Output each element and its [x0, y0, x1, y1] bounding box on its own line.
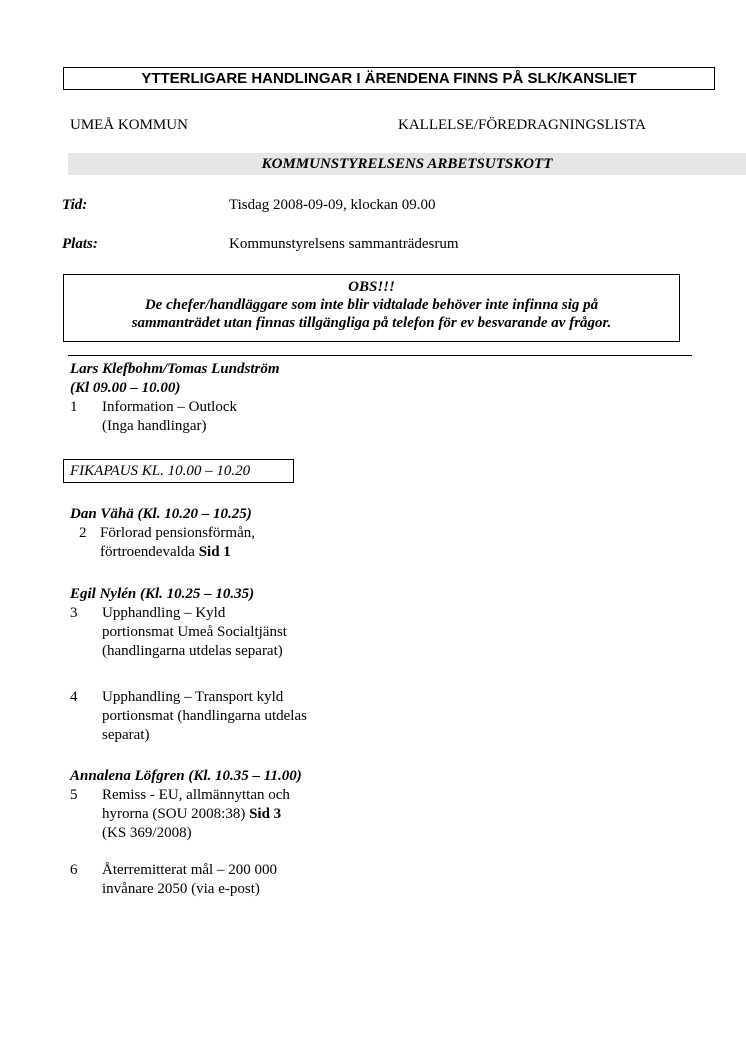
notice-line-1: De chefer/handläggare som inte blir vidtalade behöver inte infinna sig på — [144, 297, 599, 313]
page-reference: Sid 3 — [249, 806, 282, 822]
item-note: (Inga handlingar) — [102, 418, 207, 434]
presenter-time: (Kl 09.00 – 10.00) — [70, 380, 181, 396]
agenda-section-1 — [70, 360, 370, 436]
item-title: Information – Outlock — [102, 399, 237, 415]
item-title: Återremitterat mål – 200 000 — [102, 862, 277, 878]
item-title-cont: portionsmat (handlingarna utdelas — [102, 708, 307, 724]
item-number: 1 — [70, 399, 78, 415]
page-reference: Sid 1 — [198, 544, 231, 560]
divider — [68, 355, 692, 356]
committee-title: KOMMUNSTYRELSENS ARBETSUTSKOTT — [68, 153, 746, 175]
item-number: 4 — [70, 689, 78, 705]
time-label: Tid: — [62, 197, 88, 213]
item-number: 6 — [70, 862, 78, 878]
agenda-item-5 — [70, 786, 370, 843]
item-title: Förlorad pensionsförmån, — [100, 525, 255, 541]
agenda-item-1 — [70, 398, 370, 436]
item-number: 5 — [70, 787, 78, 803]
presenter-name: Egil Nylén (Kl. 10.25 – 10.35) — [70, 586, 255, 602]
notice-line-2: sammanträdet utan finnas tillgängliga på telefon för ev besvarande av frågor. — [131, 315, 612, 331]
agenda-section-4 — [70, 767, 370, 899]
coffee-break-box: FIKAPAUS KL. 10.00 – 10.20 — [63, 459, 294, 483]
notice-box — [63, 274, 680, 342]
place-value: Kommunstyrelsens sammanträdesrum — [229, 236, 459, 252]
notice-title: OBS!!! — [348, 279, 395, 295]
item-title-cont: förtroendevalda Sid 1 — [100, 544, 231, 560]
agenda-item-6 — [70, 861, 370, 899]
item-number: 2 — [79, 525, 87, 541]
presenter-name: Dan Vähä (Kl. 10.20 – 10.25) — [70, 506, 252, 522]
item-note: separat) — [102, 727, 150, 743]
agenda-item-2 — [70, 524, 370, 562]
item-title-cont: hyrorna (SOU 2008:38) Sid 3 — [102, 806, 282, 822]
time-value: Tisdag 2008-09-09, klockan 09.00 — [229, 197, 436, 213]
item-title-cont: portionsmat Umeå Socialtjänst — [102, 624, 287, 640]
item-title: Remiss - EU, allmännyttan och — [102, 787, 290, 803]
item-number: 3 — [70, 605, 78, 621]
item-title: Upphandling – Kyld — [102, 605, 226, 621]
item-note: (handlingarna utdelas separat) — [102, 643, 283, 659]
agenda-section-3 — [70, 585, 370, 745]
agenda-item-3 — [70, 604, 370, 661]
presenter-name: Lars Klefbohm/Tomas Lundström — [70, 361, 280, 377]
presenter-name: Annalena Löfgren (Kl. 10.35 – 11.00) — [70, 768, 302, 784]
organization-name: UMEÅ KOMMUN — [70, 117, 188, 133]
place-label: Plats: — [62, 236, 98, 252]
item-title: Upphandling – Transport kyld — [102, 689, 284, 705]
agenda-item-4 — [70, 688, 370, 745]
document-type: KALLELSE/FÖREDRAGNINGSLISTA — [398, 117, 646, 133]
document-banner: YTTERLIGARE HANDLINGAR I ÄRENDENA FINNS PÅ SLK/KANSLIET — [63, 67, 715, 90]
agenda-section-2 — [70, 505, 370, 562]
case-number: (KS 369/2008) — [102, 825, 192, 841]
item-title-cont: invånare 2050 (via e-post) — [102, 881, 260, 897]
